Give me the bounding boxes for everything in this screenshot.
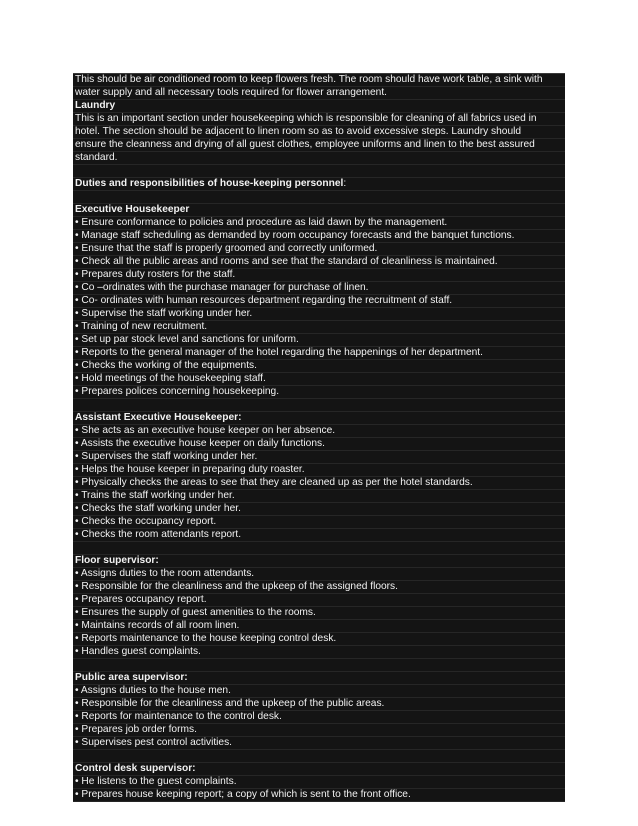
duties-title-line [73, 178, 565, 191]
duties-title: Duties and responsibilities of house-keeping personnel [75, 178, 344, 189]
bullet-item: • Ensure that the staff is properly groomed and correctly uniformed. [73, 243, 565, 256]
bullet-item: • Assists the executive house keeper on daily functions. [73, 438, 565, 451]
blank-line [73, 659, 565, 672]
bullet-item: • Assigns duties to the room attendants. [73, 568, 565, 581]
bullet-item: • Prepares house keeping report; a copy of which is sent to the front office. [73, 789, 565, 802]
bullet-item: • Trains the staff working under her. [73, 490, 565, 503]
bullet-item: • Training of new recruitment. [73, 321, 565, 334]
bullet-item: • Checks the room attendants report. [73, 529, 565, 542]
bullet-item: • Co- ordinates with human resources department regarding the recruitment of staff. [73, 295, 565, 308]
bullet-item: • Supervise the staff working under her. [73, 308, 565, 321]
section-heading: Executive Housekeeper [73, 204, 565, 217]
text-line: hotel. The section should be adjacent to linen room so as to avoid excessive steps. Laundry should [73, 126, 565, 139]
section-heading: Assistant Executive Housekeeper: [73, 412, 565, 425]
text-line: ensure the cleanness and drying of all guest clothes, employee uniforms and linen to the best assured [73, 139, 565, 152]
bullet-item: • Co –ordinates with the purchase manager for purchase of linen. [73, 282, 565, 295]
document-body [73, 73, 565, 802]
blank-line [73, 191, 565, 204]
blank-line [73, 399, 565, 412]
text-line: This is an important section under housekeeping which is responsible for cleaning of all fabrics used in [73, 113, 565, 126]
section-heading-laundry: Laundry [73, 100, 565, 113]
section-heading: Control desk supervisor: [73, 763, 565, 776]
bullet-item: • Reports for maintenance to the control desk. [73, 711, 565, 724]
bullet-item: • Set up par stock level and sanctions for uniform. [73, 334, 565, 347]
text-line: This should be air conditioned room to keep flowers fresh. The room should have work table, a sink with [73, 73, 565, 87]
text-line: standard. [73, 152, 565, 165]
bullet-item: • Supervises pest control activities. [73, 737, 565, 750]
bullet-item: • Checks the staff working under her. [73, 503, 565, 516]
bullet-item: • Responsible for the cleanliness and the upkeep of the public areas. [73, 698, 565, 711]
bullet-item: • Handles guest complaints. [73, 646, 565, 659]
section-heading: Floor supervisor: [73, 555, 565, 568]
bullet-item: • Ensures the supply of guest amenities to the rooms. [73, 607, 565, 620]
bullet-item: • Checks the working of the equipments. [73, 360, 565, 373]
section-heading: Public area supervisor: [73, 672, 565, 685]
bullet-item: • Prepares polices concerning housekeeping. [73, 386, 565, 399]
bullet-item: • Responsible for the cleanliness and the upkeep of the assigned floors. [73, 581, 565, 594]
bullet-item: • Manage staff scheduling as demanded by room occupancy forecasts and the banquet functions. [73, 230, 565, 243]
blank-line [73, 750, 565, 763]
bullet-item: • Reports to the general manager of the hotel regarding the happenings of her department. [73, 347, 565, 360]
bullet-item: • Ensure conformance to policies and procedure as laid dawn by the management. [73, 217, 565, 230]
blank-line [73, 542, 565, 555]
bullet-item: • Physically checks the areas to see that they are cleaned up as per the hotel standards. [73, 477, 565, 490]
blank-line [73, 165, 565, 178]
bullet-item: • He listens to the guest complaints. [73, 776, 565, 789]
bullet-item: • Assigns duties to the house men. [73, 685, 565, 698]
bullet-item: • Maintains records of all room linen. [73, 620, 565, 633]
bullet-item: • Supervises the staff working under her. [73, 451, 565, 464]
bullet-item: • Prepares occupancy report. [73, 594, 565, 607]
bullet-item: • Check all the public areas and rooms and see that the standard of cleanliness is maintained. [73, 256, 565, 269]
bullet-item: • Helps the house keeper in preparing duty roaster. [73, 464, 565, 477]
text-line: water supply and all necessary tools required for flower arrangement. [73, 87, 565, 100]
bullet-item: • Prepares duty rosters for the staff. [73, 269, 565, 282]
bullet-item: • She acts as an executive house keeper on her absence. [73, 425, 565, 438]
bullet-item: • Hold meetings of the housekeeping staff. [73, 373, 565, 386]
sections-container [73, 204, 565, 802]
bullet-item: • Reports maintenance to the house keeping control desk. [73, 633, 565, 646]
bullet-item: • Prepares job order forms. [73, 724, 565, 737]
duties-title-suffix: : [343, 178, 347, 189]
bullet-item: • Checks the occupancy report. [73, 516, 565, 529]
